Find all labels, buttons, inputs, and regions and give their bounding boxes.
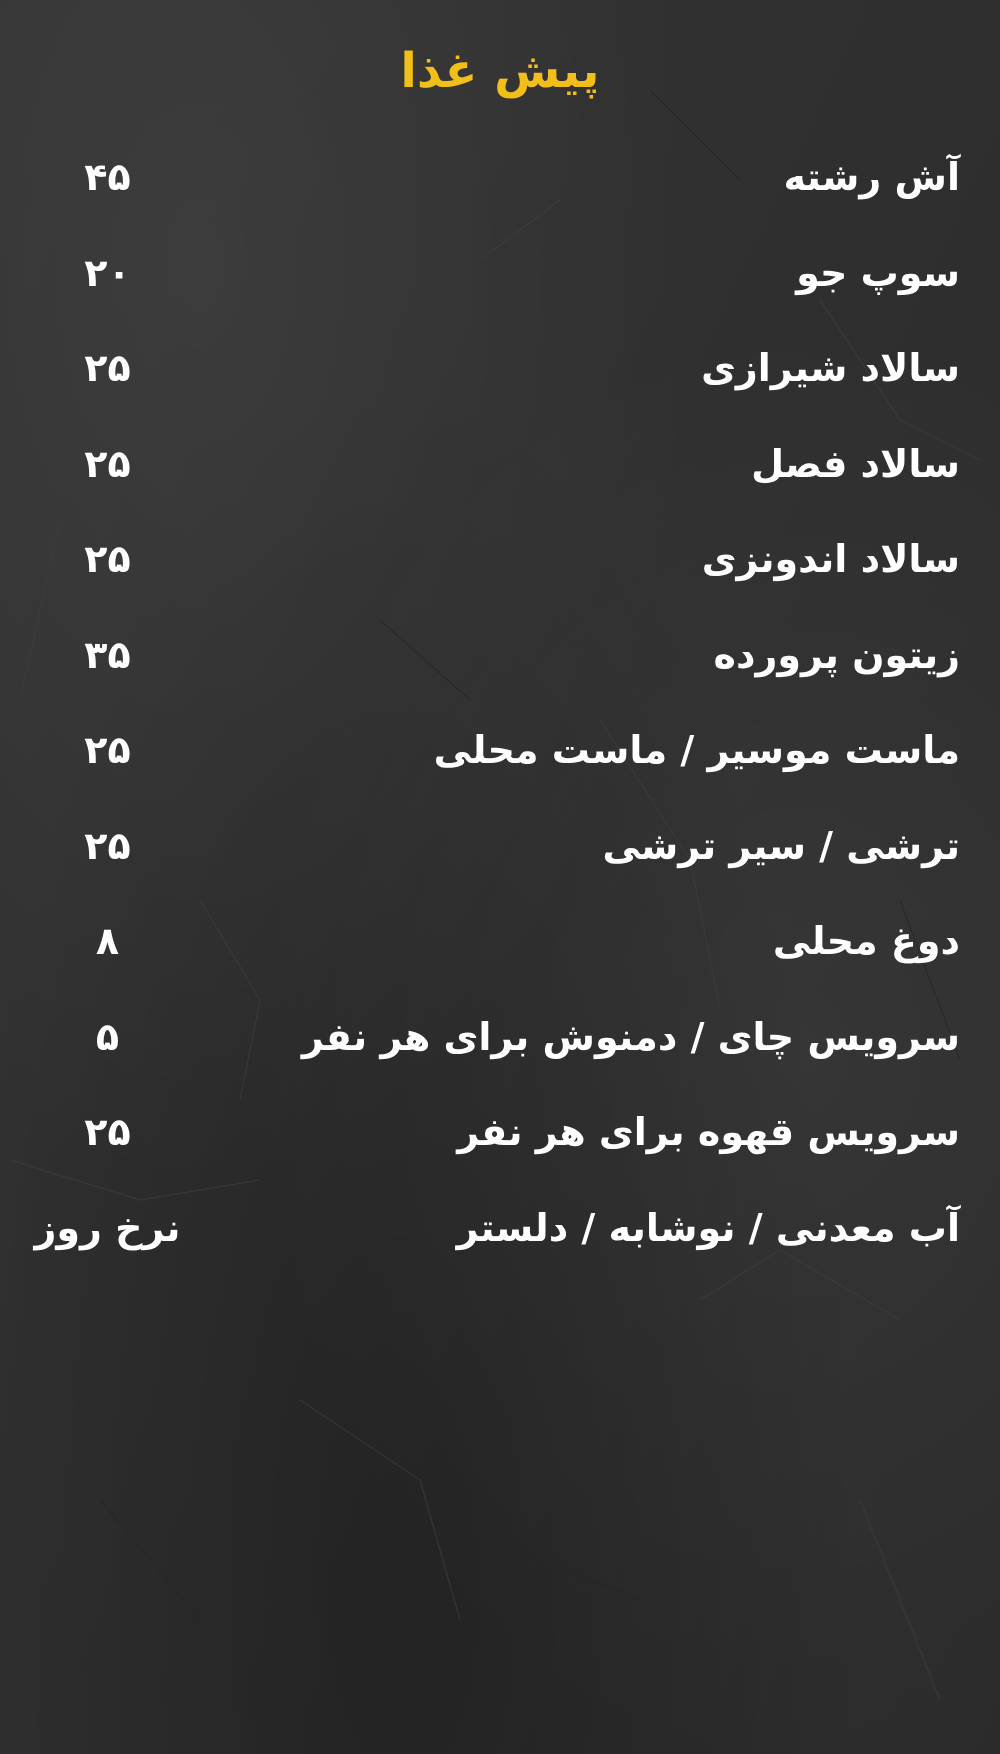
menu-item-name: سرویس چای / دمنوش برای هر نفر <box>301 1014 960 1059</box>
menu-item-price: ۲۵ <box>84 728 131 772</box>
menu-item-name: آش رشته <box>783 155 960 199</box>
menu-item-price: ۲۵ <box>84 1110 131 1154</box>
menu-title: پیش غذا <box>400 43 600 99</box>
menu-item <box>0 238 1000 334</box>
menu-item-price: ۲۰ <box>84 250 131 295</box>
menu-item-name: آب معدنی / نوشابه / دلستر <box>456 1205 960 1250</box>
menu-item-price: ۵ <box>95 1014 120 1059</box>
menu-item-name: سالاد فصل <box>751 441 960 486</box>
menu-item-price: ۲۵ <box>84 823 131 868</box>
menu-item <box>0 1097 1000 1193</box>
menu-item-name: سالاد شیرازی <box>701 346 960 390</box>
menu-item <box>0 811 1000 907</box>
menu-item <box>0 524 1000 620</box>
menu-item-name: سالاد اندونزی <box>701 537 960 581</box>
menu-item-name: زیتون پرورده <box>713 632 960 677</box>
menu-item <box>0 1002 1000 1098</box>
menu-item <box>0 429 1000 525</box>
menu-item-price: ۲۵ <box>84 537 131 581</box>
menu-item <box>0 1193 1000 1289</box>
menu-item-price: ۳۵ <box>84 632 131 677</box>
menu-item <box>0 333 1000 429</box>
menu-item-price: ۲۵ <box>84 346 131 390</box>
menu-item-price: نرخ روز <box>34 1205 181 1250</box>
menu-item-name: ماست موسیر / ماست محلی <box>433 728 960 772</box>
menu-item <box>0 620 1000 716</box>
menu-item <box>0 906 1000 1002</box>
menu-item-list <box>0 142 1000 1288</box>
menu-item <box>0 715 1000 811</box>
menu-item-price: ۲۵ <box>84 441 131 486</box>
menu-item <box>0 142 1000 238</box>
menu-item-name: سرویس قهوه برای هر نفر <box>457 1110 960 1154</box>
menu-item-name: دوغ محلی <box>772 919 960 963</box>
menu-item-price: ۸ <box>95 919 120 963</box>
menu-item-price: ۴۵ <box>84 155 131 199</box>
menu-item-name: سوپ جو <box>796 250 960 295</box>
menu-item-name: ترشی / سیر ترشی <box>602 823 960 868</box>
